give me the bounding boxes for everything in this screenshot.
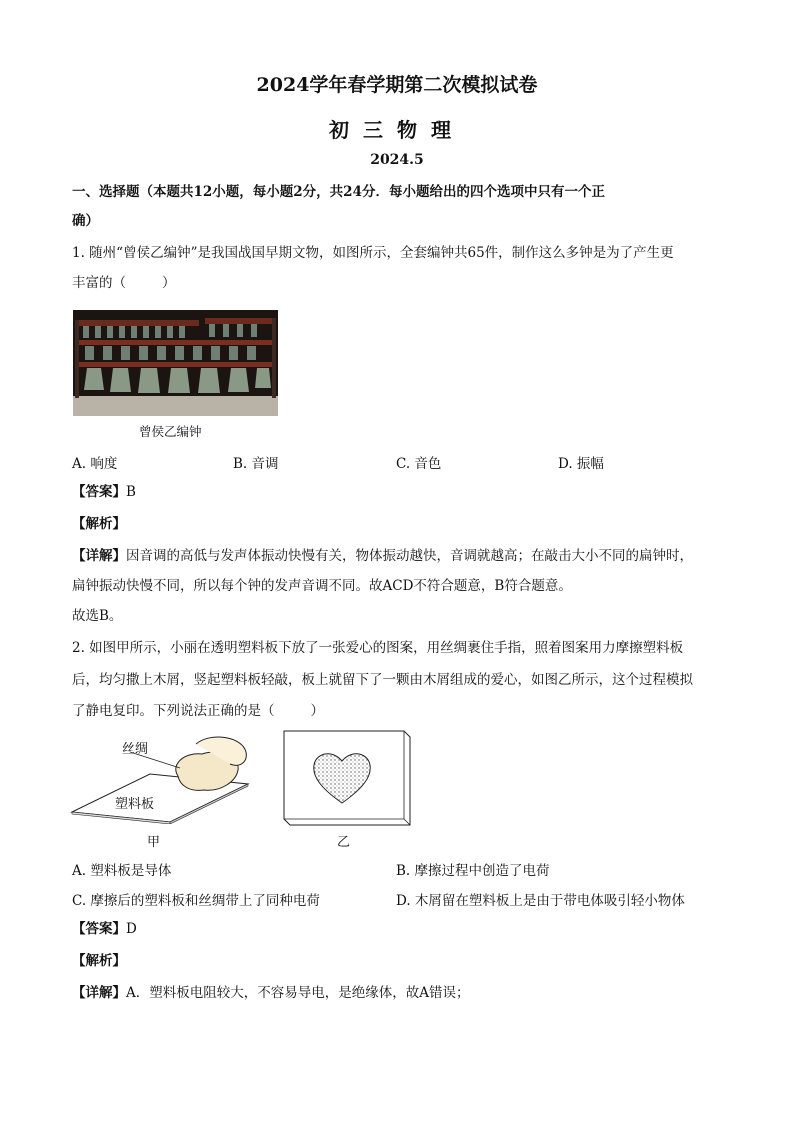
q1-stem-line2: [72, 273, 176, 293]
q2-stem-line2: 后，均匀撒上木屑，竖起塑料板轻敲，板上就留下了一颗由木屑组成的爱心，如图乙所示，这个过程模拟: [72, 672, 693, 688]
q1-option-c[interactable]: C. 音色: [396, 456, 442, 472]
exam-date: 2024.5: [370, 152, 424, 168]
q2-option-a[interactable]: A. 塑料板是导体: [72, 863, 172, 879]
q2-detail-tag: 【详解】: [72, 985, 126, 1001]
q2-option-c[interactable]: C. 摩擦后的塑料板和丝绸带上了同种电荷: [72, 893, 320, 909]
q2-stem-line3: [72, 701, 324, 721]
q2-detail-line1: [72, 983, 470, 1003]
q2-analysis-tag: 【解析】: [72, 953, 126, 969]
q1-detail-line1: [72, 546, 693, 566]
figure-yi-heart: [282, 727, 412, 827]
q2-stem-paren: ）: [310, 703, 324, 719]
q2-stem-line1: 2. 如图甲所示，小丽在透明塑料板下放了一张爱心的图案，用丝绸裹住手指，照着图案用力摩擦塑料板: [72, 640, 684, 656]
q1-answer-value: B: [126, 484, 136, 500]
fig-label-board: 塑料板: [115, 797, 155, 812]
q2-stem-text: 了静电复印。下列说法正确的是（: [72, 703, 275, 719]
q1-analysis-tag: 【解析】: [72, 516, 126, 532]
q1-stem-text: 丰富的（: [72, 275, 126, 291]
section-heading-line1: 一、选择题（本题共12小题，每小题2分，共24分．每小题给出的四个选项中只有一个正: [72, 184, 605, 200]
section-heading-line2: 确）: [72, 213, 99, 229]
q2-option-d[interactable]: D. 木屑留在塑料板上是由于带电体吸引轻小物体: [396, 893, 685, 909]
q1-answer: [72, 482, 136, 502]
exam-subject: 初三物理: [329, 118, 465, 142]
q1-option-a[interactable]: A. 响度: [72, 456, 118, 472]
q1-answer-tag: 【答案】: [72, 484, 126, 500]
q1-stem-line1: 1. 随州“曾侯乙编钟”是我国战国早期文物，如图所示，全套编钟共65件，制作这么多钟是为了产生更: [72, 245, 674, 261]
bianzhong-photo: [73, 310, 278, 416]
exam-title: 2024学年春学期第二次模拟试卷: [256, 74, 538, 96]
fig-label-silk: 丝绸: [122, 742, 149, 757]
figure-jia-rubbing: [70, 734, 250, 824]
fig-caption-yi: 乙: [337, 835, 351, 850]
q2-option-b[interactable]: B. 摩擦过程中创造了电荷: [396, 863, 550, 879]
q1-conclusion: 故选B。: [72, 608, 123, 624]
q2-answer-tag: 【答案】: [72, 921, 126, 937]
q1-detail-line2: 扁钟振动快慢不同，所以每个钟的发声音调不同。故ACD不符合题意，B符合题意。: [72, 578, 572, 594]
q2-detail-text: A．塑料板电阻较大，不容易导电，是绝缘体，故A错误；: [126, 985, 470, 1001]
fig-caption-jia: 甲: [147, 835, 161, 850]
q1-detail-text: 因音调的高低与发声体振动快慢有关，物体振动越快，音调就越高；在敲击大小不同的扁钟时，: [126, 548, 693, 564]
q2-answer: [72, 919, 137, 939]
q2-answer-value: D: [126, 921, 137, 937]
q1-stem-paren: ）: [162, 275, 176, 291]
q1-figure-caption: 曾侯乙编钟: [139, 424, 202, 439]
q1-option-d[interactable]: D. 振幅: [558, 456, 604, 472]
q1-detail-tag: 【详解】: [72, 548, 126, 564]
q1-option-b[interactable]: B. 音调: [233, 456, 279, 472]
